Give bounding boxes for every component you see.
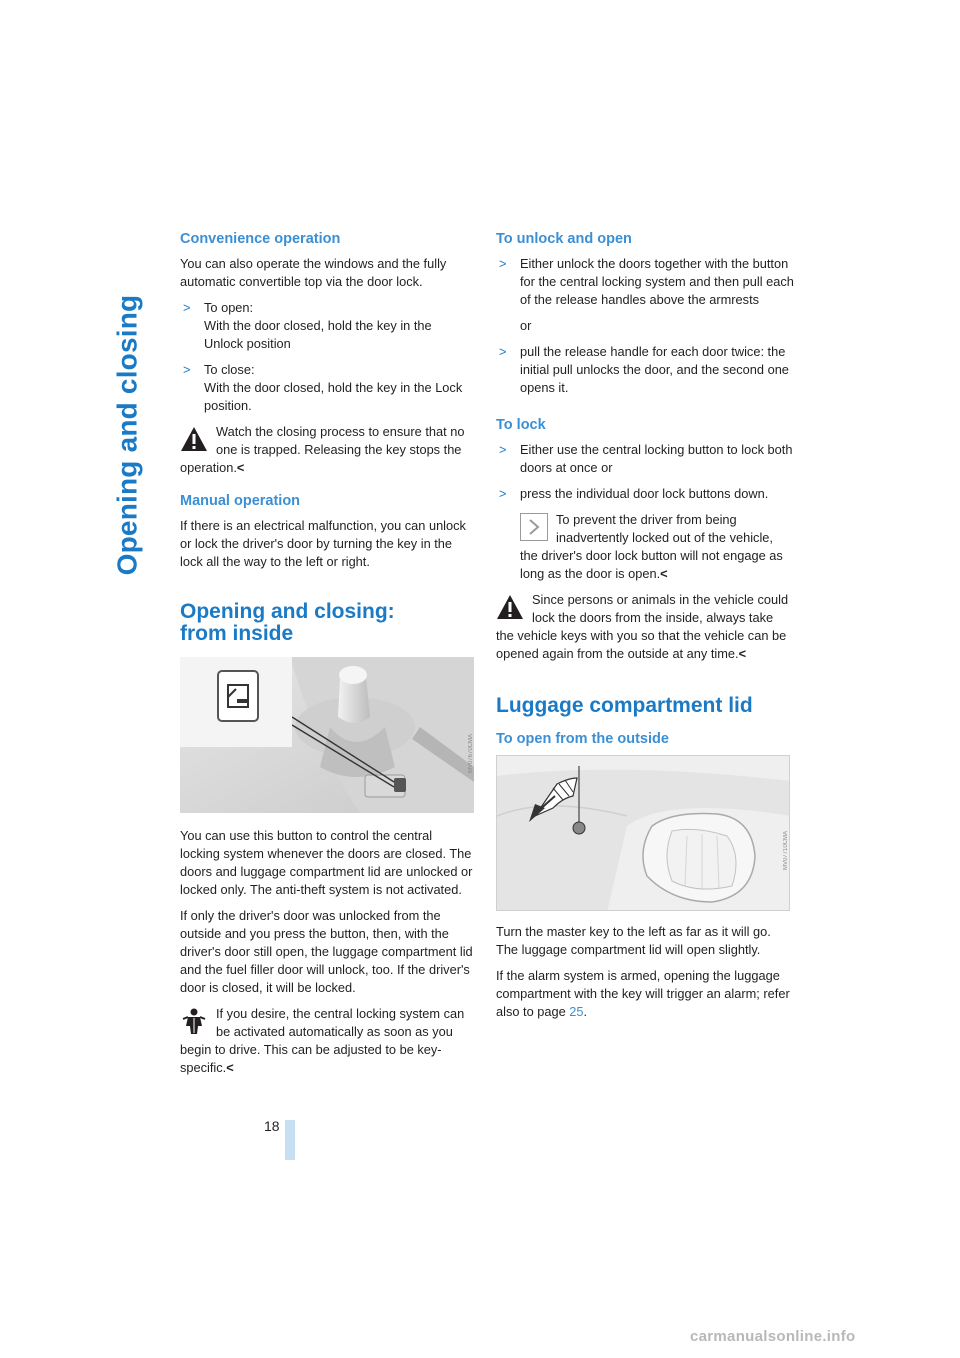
center-console-illustration xyxy=(180,657,474,813)
bullet-individual-lock xyxy=(496,485,794,503)
end-marker: < xyxy=(226,1060,234,1075)
heading-manual-operation: Manual operation xyxy=(180,493,301,509)
lockout-note-text: To prevent the driver from being inadvertently locked out of the vehicle, the driver's door lock button will not engage as long as the door is open. xyxy=(520,512,783,581)
bullet-marker: > xyxy=(499,344,507,359)
bullet-central-lock xyxy=(496,441,794,477)
luggage-lid-figure xyxy=(496,755,790,911)
note-arrow-icon xyxy=(520,513,548,541)
service-person-icon xyxy=(180,1007,208,1035)
luggage-para-2-text: If the alarm system is armed, opening the luggage compartment with the key will trigger an alarm; refer also to page xyxy=(496,968,790,1019)
bullet-to-open-line1: To open: xyxy=(204,300,254,315)
end-marker: < xyxy=(660,566,668,581)
luggage-para-1: Turn the master key to the left as far as it will go. The luggage compartment lid will open slightly. xyxy=(496,924,771,957)
warning-icon xyxy=(180,425,208,453)
site-watermark: carmanualsonline.info xyxy=(690,1328,856,1345)
bullet-individual-lock-text: press the individual door lock buttons down. xyxy=(520,486,769,501)
manual-operation-text: If there is an electrical malfunction, you can unlock or lock the driver's door by turning the key in the lock all the way to the left or right. xyxy=(180,518,466,569)
bullet-marker: > xyxy=(499,256,507,271)
bullet-pull-twice-text: pull the release handle for each door twice: the initial pull unlocks the door, and the second one opens it. xyxy=(520,344,789,395)
heading-to-unlock-and-open: To unlock and open xyxy=(496,231,632,247)
page-number: 18 xyxy=(264,1118,280,1134)
bullet-to-close xyxy=(180,361,474,415)
warning-icon xyxy=(496,593,524,621)
auto-lock-tip-text: If you desire, the central locking system can be activated automatically as soon as you begin to drive. This can be adjusted to be key-specific. xyxy=(180,1006,465,1075)
chapter-title-text: Opening and closing xyxy=(111,294,143,576)
bullet-marker: > xyxy=(183,362,191,377)
lockout-note xyxy=(520,511,794,583)
heading-convenience-operation: Convenience operation xyxy=(180,231,341,247)
luggage-lock-illustration xyxy=(497,756,790,911)
bullet-to-open xyxy=(180,299,474,353)
end-marker: < xyxy=(738,646,747,661)
heading-luggage-compartment-lid: Luggage compartment lid xyxy=(496,694,753,717)
side-chapter-title xyxy=(102,230,152,640)
closing-warning-note xyxy=(180,423,474,477)
bullet-unlock-together xyxy=(496,255,794,309)
right-column xyxy=(496,229,794,1029)
heading-to-lock: To lock xyxy=(496,417,546,433)
central-locking-button-figure xyxy=(180,657,474,813)
heading-opening-from-inside xyxy=(180,601,474,645)
bullet-pull-twice xyxy=(496,343,794,397)
figure-code: MV07710CMA xyxy=(783,830,789,870)
heading-to-open-from-outside: To open from the outside xyxy=(496,731,669,747)
closing-warning-text: Watch the closing process to ensure that no one is trapped. Releasing the key stops the operation. xyxy=(180,424,465,475)
bullet-marker: > xyxy=(183,300,191,315)
page-reference-link[interactable]: 25 xyxy=(569,1004,584,1019)
auto-lock-tip-note xyxy=(180,1005,474,1077)
bullet-central-lock-text: Either use the central locking button to lock both doors at once or xyxy=(520,442,793,475)
luggage-para-2 xyxy=(496,967,794,1021)
bullet-to-close-line1: To close: xyxy=(204,362,255,377)
inside-para-2: If only the driver's door was unlocked from the outside and you press the button, then, with the driver's door still open, the luggage compartment lid and the fuel filler door will unlock, too. If the driver's door is closed, it will be locked. xyxy=(180,908,473,995)
bullet-marker: > xyxy=(499,442,507,457)
figure-code: MV07670CMA xyxy=(468,733,474,773)
end-marker: < xyxy=(236,460,245,475)
inside-para-1: You can use this button to control the central locking system whenever the doors are closed. The doors and luggage compartment lid are unlocked or locked only. The anti-theft system is not activated. xyxy=(180,828,473,897)
bullet-to-close-line2: With the door closed, hold the key in the Lock position. xyxy=(204,380,463,413)
or-text: or xyxy=(520,318,532,333)
bullet-to-open-line2: With the door closed, hold the key in the Unlock position xyxy=(204,318,432,351)
convenience-intro: You can also operate the windows and the fully automatic convertible top via the door lock. xyxy=(180,256,447,289)
heading-inside-line2: from inside xyxy=(180,622,294,645)
page-number-bar xyxy=(285,1120,295,1160)
luggage-para-2-end: . xyxy=(583,1004,588,1019)
bullet-marker: > xyxy=(499,486,507,501)
heading-inside-line1: Opening and closing: xyxy=(180,600,395,623)
lock-warning-text: Since persons or animals in the vehicle could lock the doors from the inside, always take the vehicle keys with you so that the vehicle can be opened again from the outside at any time. xyxy=(496,592,789,661)
bullet-unlock-together-text: Either unlock the doors together with the button for the central locking system and then pull each of the release handles above the armrests xyxy=(520,256,794,307)
lock-warning-note xyxy=(496,591,794,663)
left-column xyxy=(180,229,474,1085)
